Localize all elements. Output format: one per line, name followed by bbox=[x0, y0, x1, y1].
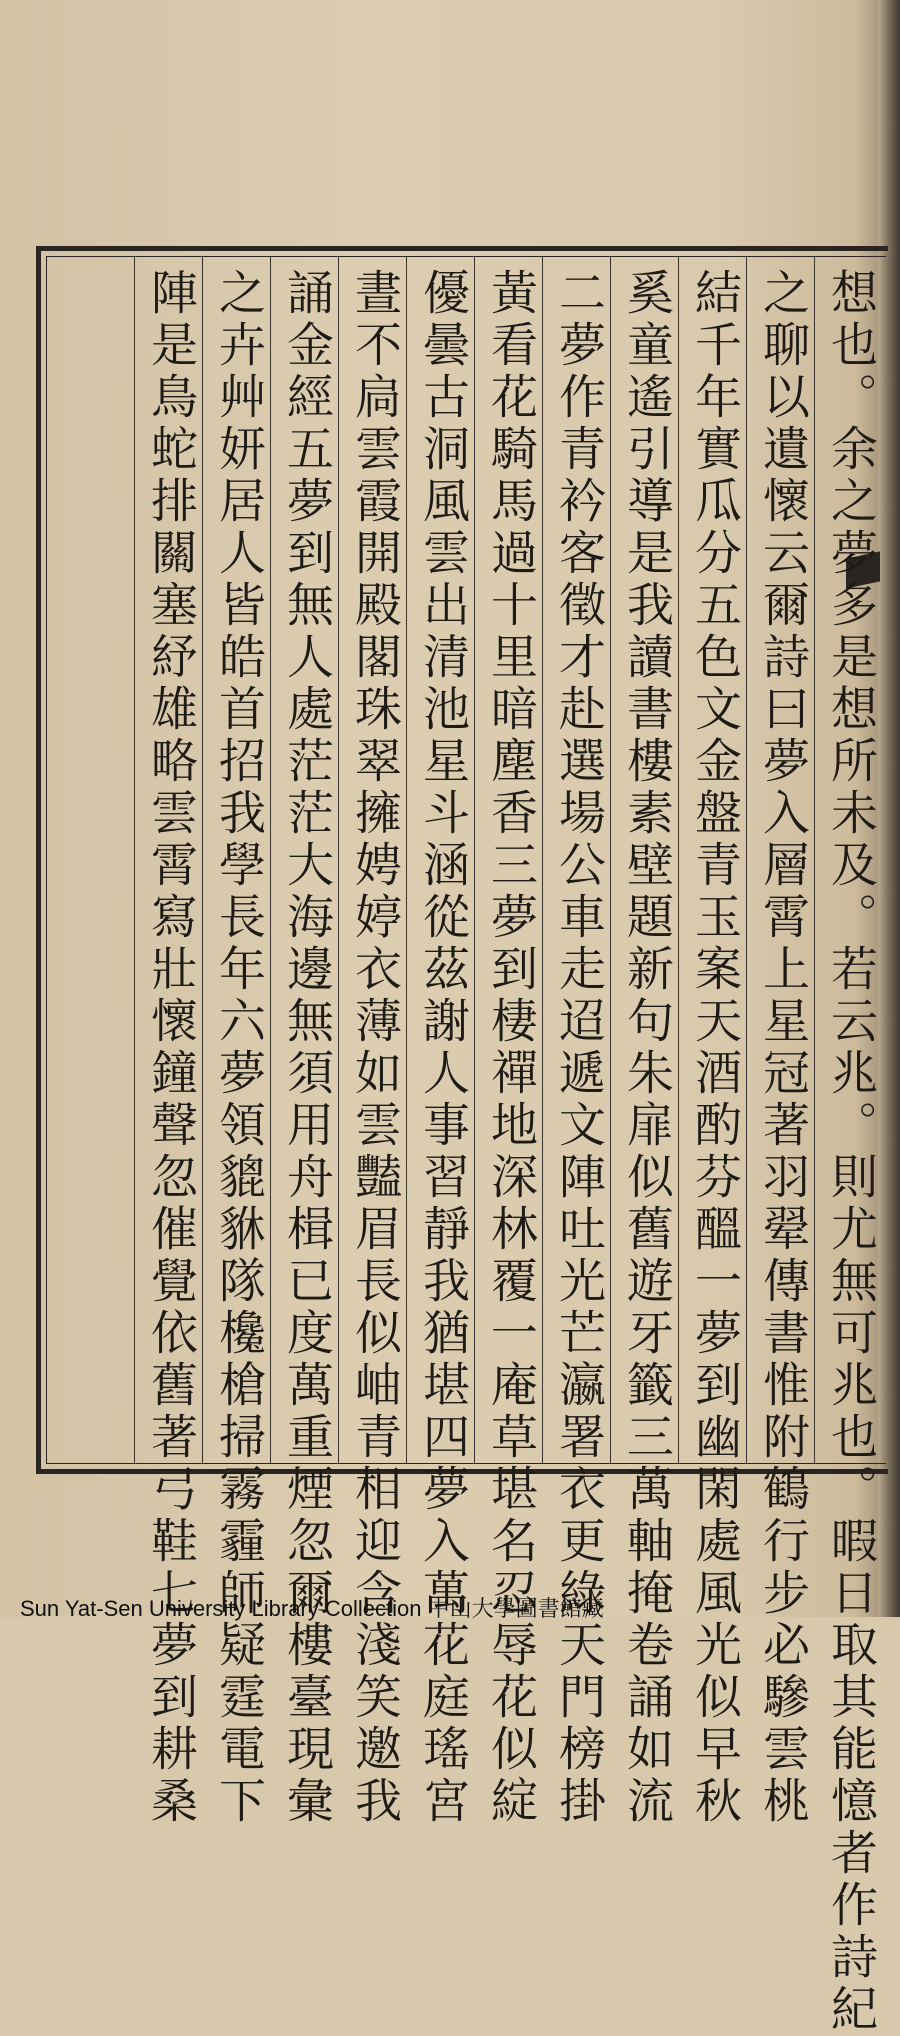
text-column-9: 誦金經五夢到無人處茫茫大海邊無須用舟楫已度萬重煙忽爾樓臺現彙 bbox=[279, 268, 334, 1828]
column-rule bbox=[474, 256, 475, 1464]
column-rule bbox=[746, 256, 747, 1464]
column-rule bbox=[610, 256, 611, 1464]
text-column-4: 奚童遙引導是我讀書樓素壁題新句朱扉似舊遊牙籤三萬軸掩卷誦如流 bbox=[619, 268, 674, 1828]
library-attribution: Sun Yat-Sen University Library Collection 中山大學圖書館藏 bbox=[20, 1596, 604, 1621]
column-rule bbox=[406, 256, 407, 1464]
text-column-5: 二夢作青衿客徵才赴選場公車走迢遞文陣吐光芒瀛署衣更綠天門榜掛 bbox=[551, 268, 606, 1828]
column-rule bbox=[542, 256, 543, 1464]
text-column-7: 優曇古洞風雲出清池星斗涵從茲謝人事習靜我猶堪四夢入萬花庭瑤宮 bbox=[415, 268, 470, 1828]
column-rule bbox=[202, 256, 203, 1464]
text-column-6: 黃看花騎馬過十里暗塵香三夢到棲禪地深林覆一庵草堪名忍辱花似綻 bbox=[483, 268, 538, 1828]
column-rule bbox=[814, 256, 815, 1464]
column-rule bbox=[338, 256, 339, 1464]
text-column-3: 結千年實瓜分五色文金盤青玉案天酒酌芬醞一夢到幽閑處風光似早秋 bbox=[687, 268, 742, 1828]
text-column-1: 想也。余之夢多是想所未及。若云兆。則尤無可兆也。暇日取其能憶者作詩紀 bbox=[823, 268, 878, 2036]
column-rule bbox=[134, 256, 135, 1464]
text-column-11: 陣是鳥蛇排關塞紓雄略雲霄寫壯懷鐘聲忽催覺依舊著弓鞋七夢到耕桑 bbox=[143, 268, 198, 1828]
text-column-2: 之聊以遺懷云爾詩曰夢入層霄上星冠著羽翚傳書惟附鶴行步必驂雲桃 bbox=[755, 268, 810, 1828]
column-rule bbox=[678, 256, 679, 1464]
text-column-10: 之卉艸妍居人皆皓首招我學長年六夢領貔貅隊欃槍掃霧霾師疑霆電下 bbox=[211, 268, 266, 1828]
column-rule bbox=[270, 256, 271, 1464]
text-column-8: 晝不扃雲霞開殿閣珠翠擁娉婷衣薄如雲豔眉長似岫青相迎含淺笑邀我 bbox=[347, 268, 402, 1828]
